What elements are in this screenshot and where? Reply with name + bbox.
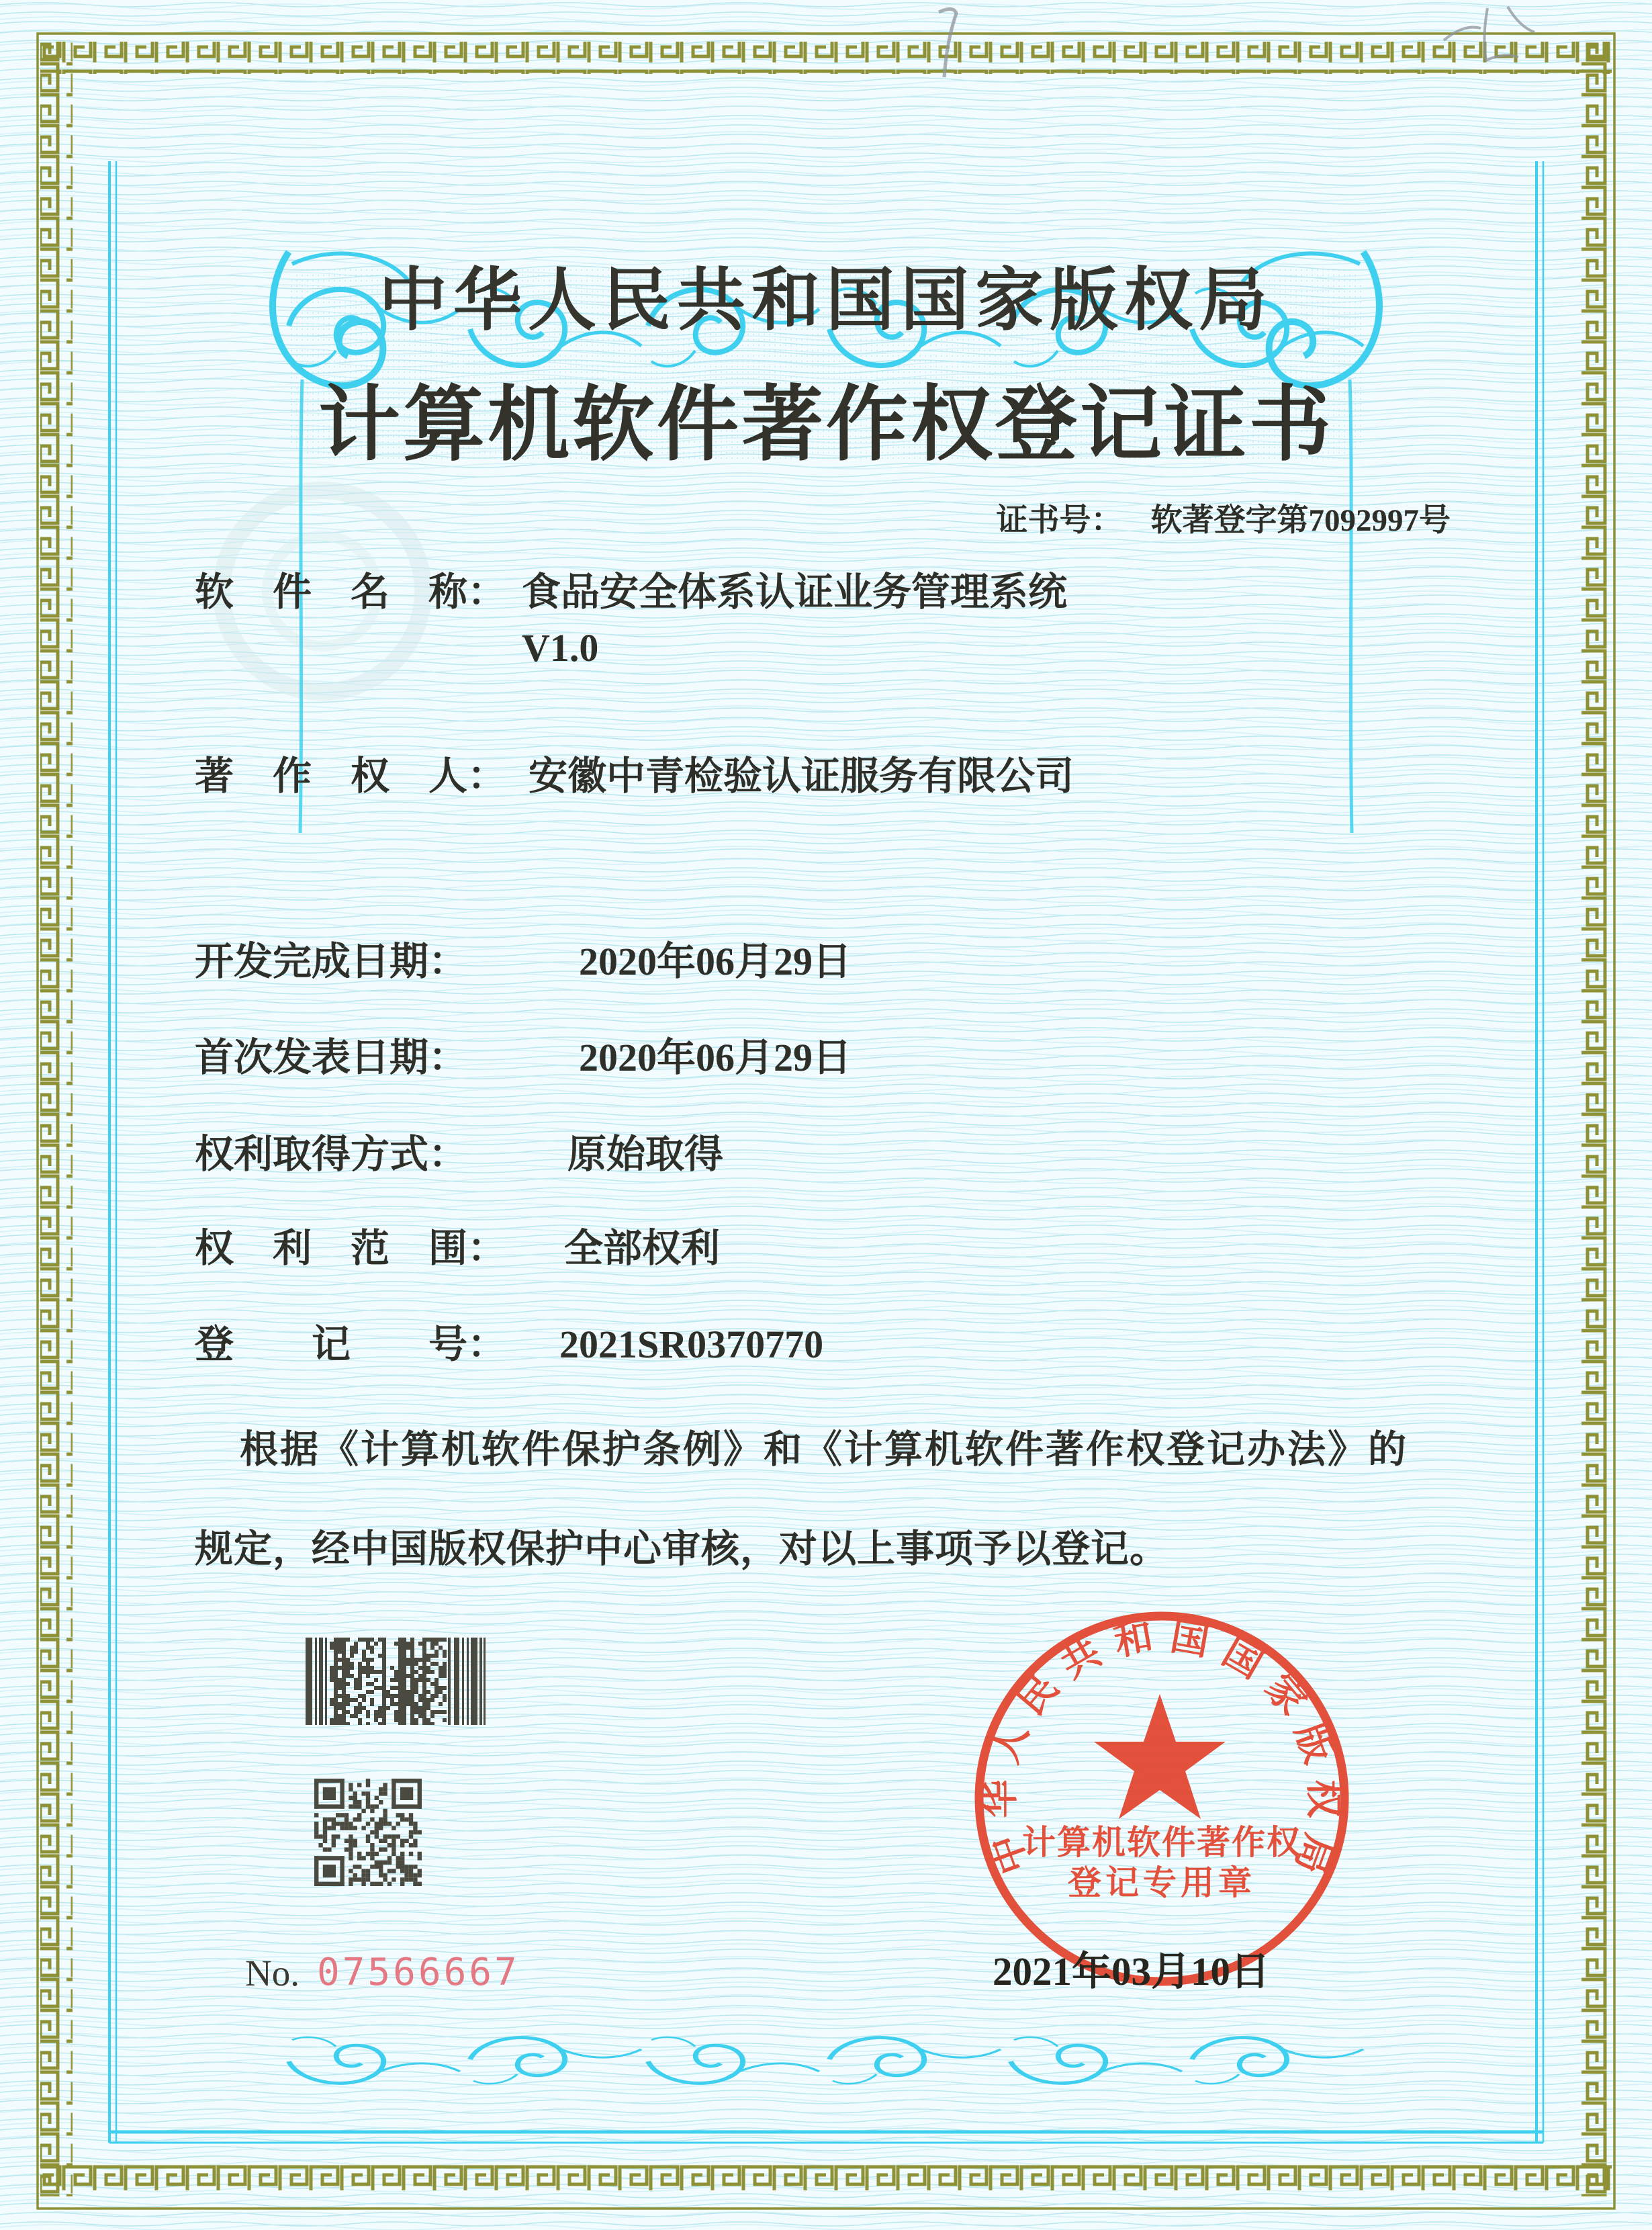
seal-text-line2: 登记专用章 xyxy=(1068,1864,1256,1902)
svg-text:中: 中 xyxy=(983,1828,1037,1879)
field-label-copyright-owner: 著 作 权 人： xyxy=(195,754,507,798)
field-label-software-name: 软 件 名 称： xyxy=(195,570,507,614)
field-value-software-name: 食品安全体系认证业务管理系统 xyxy=(522,570,1068,614)
svg-text:国: 国 xyxy=(1167,1615,1213,1664)
svg-text:国: 国 xyxy=(1215,1631,1270,1687)
field-label-dev-complete-date: 开发完成日期： xyxy=(195,940,468,983)
svg-text:权: 权 xyxy=(1302,1779,1344,1818)
field-value-dev-complete-date: 2020年06月29日 xyxy=(579,940,852,983)
svg-text:共: 共 xyxy=(1054,1631,1109,1687)
certificate-number-label: 证书号： xyxy=(996,503,1123,538)
serial-number-value: 07566667 xyxy=(317,1951,520,1994)
issue-date: 2021年03月10日 xyxy=(993,1949,1270,1994)
svg-text:人: 人 xyxy=(983,1718,1037,1769)
field-value-rights-scope: 全部权利 xyxy=(564,1226,721,1270)
seal-text-line1: 计算机软件著作权 xyxy=(1022,1824,1301,1861)
svg-text:版: 版 xyxy=(1287,1718,1340,1769)
field-value-rights-acquisition: 原始取得 xyxy=(567,1132,724,1176)
field-value-copyright-owner: 安徽中青检验认证服务有限公司 xyxy=(529,754,1074,798)
qr-code-icon xyxy=(314,1779,422,1886)
serial-number-label: No. xyxy=(245,1953,300,1994)
field-label-rights-acquisition: 权利取得方式： xyxy=(195,1132,468,1176)
svg-text:家: 家 xyxy=(1256,1666,1314,1724)
certificate-title: 计算机软件著作权登记证书 xyxy=(318,380,1334,471)
statement-line-2: 规定，经中国版权保护中心审核，对以上事项予以登记。 xyxy=(195,1528,1168,1570)
statement-line-1: 根据《计算机软件保护条例》和《计算机软件著作权登记办法》的 xyxy=(240,1429,1408,1471)
official-seal xyxy=(967,1604,1357,1994)
certificate-number-value: 软著登字第7092997号 xyxy=(1150,503,1451,538)
svg-text:局: 局 xyxy=(1287,1828,1340,1879)
field-value-software-version: V1.0 xyxy=(522,626,599,670)
barcode-icon xyxy=(306,1638,487,1725)
field-value-first-publish-date: 2020年06月29日 xyxy=(579,1036,852,1079)
svg-text:民: 民 xyxy=(1009,1666,1067,1724)
svg-text:华: 华 xyxy=(979,1779,1021,1818)
field-value-registration-number: 2021SR0370770 xyxy=(559,1323,824,1366)
svg-text:和: 和 xyxy=(1111,1615,1156,1664)
field-label-first-publish-date: 首次发表日期： xyxy=(195,1036,468,1079)
field-label-rights-scope: 权 利 范 围： xyxy=(195,1226,507,1270)
seal-star-icon xyxy=(1094,1694,1226,1819)
authority-title: 中华人民共和国国家版权局 xyxy=(379,263,1273,339)
certificate-number-line xyxy=(997,505,1451,537)
field-label-registration-number: 登 记 号： xyxy=(195,1323,507,1366)
